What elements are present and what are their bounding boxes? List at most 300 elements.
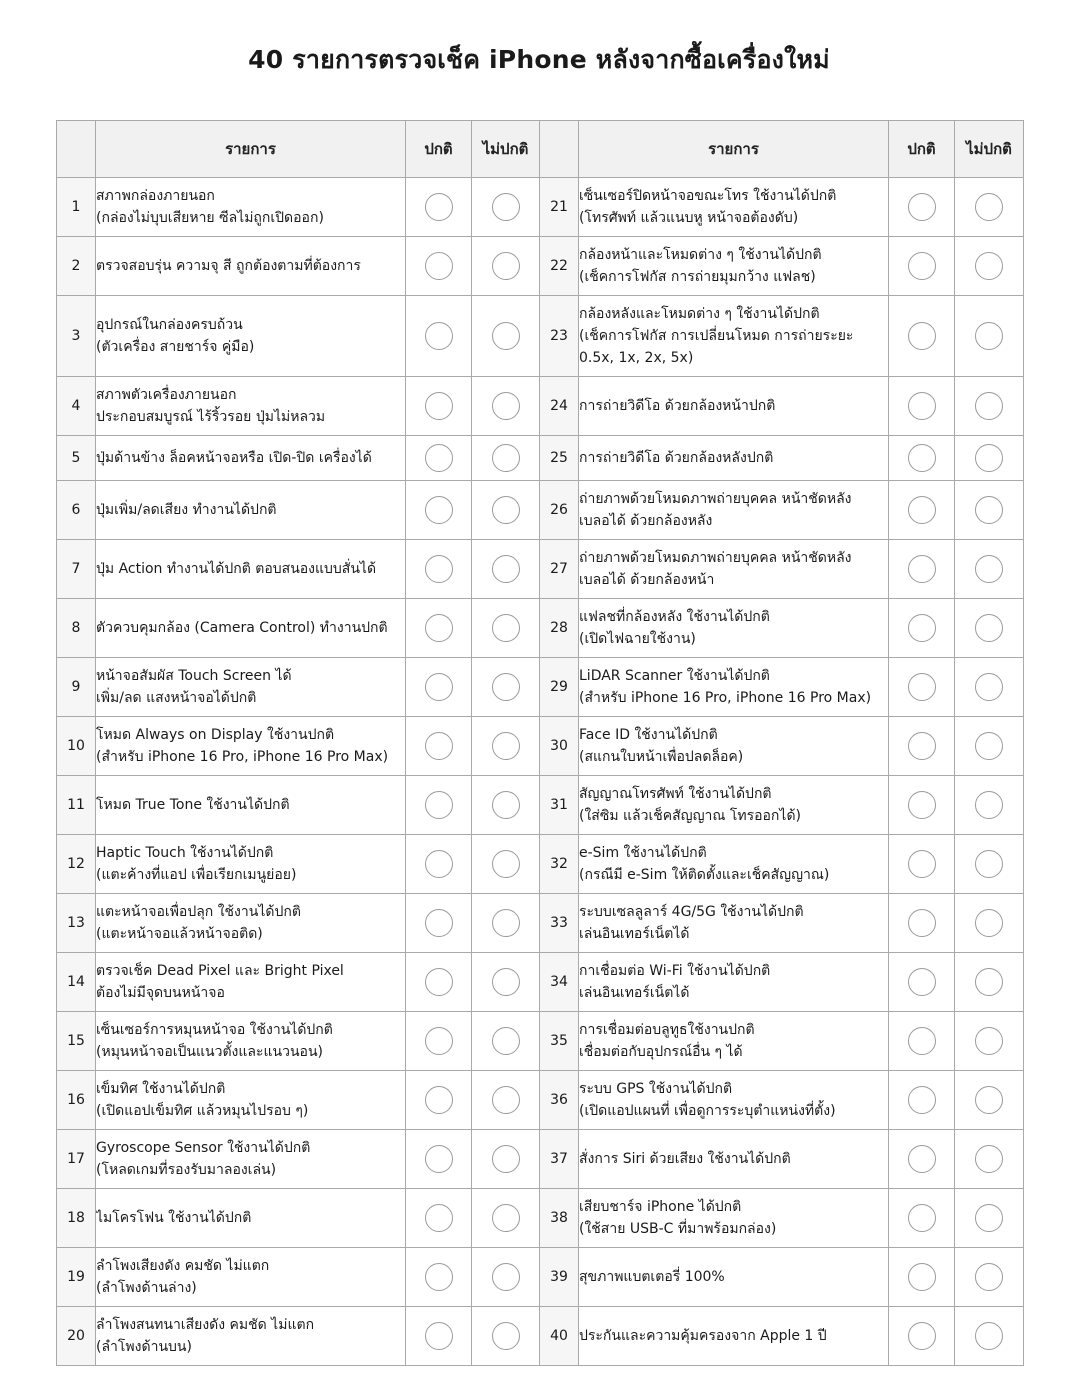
abnormal-checkbox[interactable] [975, 968, 1003, 996]
normal-checkbox[interactable] [425, 1145, 453, 1173]
normal-cell [406, 1012, 472, 1071]
item-line: ตรวจสอบรุ่น ความจุ สี ถูกต้องตามที่ต้องการ [96, 258, 361, 274]
normal-cell [406, 178, 472, 237]
item-line: เชื่อมต่อกับอุปกรณ์อื่น ๆ ได้ [579, 1044, 743, 1060]
table-row [57, 658, 1024, 717]
item-description [96, 1012, 406, 1071]
item-line: (ใส่ซิม แล้วเช็คสัญญาณ โทรออกได้) [579, 808, 801, 824]
item-description [96, 776, 406, 835]
item-line: (ลำโพงด้านล่าง) [96, 1280, 197, 1296]
abnormal-cell [472, 1189, 540, 1248]
abnormal-cell [472, 377, 540, 436]
item-number: 20 [57, 1307, 96, 1366]
normal-cell [406, 377, 472, 436]
normal-cell [406, 717, 472, 776]
normal-cell [406, 1248, 472, 1307]
item-description [579, 1248, 889, 1307]
abnormal-checkbox[interactable] [492, 1027, 520, 1055]
item-description [96, 894, 406, 953]
item-line: สภาพตัวเครื่องภายนอก [96, 387, 237, 403]
item-line: (กล่องไม่บุบเสียหาย ซีลไม่ถูกเปิดออก) [96, 210, 324, 226]
header-item-left: รายการ [96, 121, 406, 178]
item-description [579, 1189, 889, 1248]
item-line: เซ็นเซอร์การหมุนหน้าจอ ใช้งานได้ปกติ [96, 1022, 333, 1038]
item-description [96, 953, 406, 1012]
normal-checkbox[interactable] [908, 1145, 936, 1173]
item-description [579, 377, 889, 436]
abnormal-cell [955, 776, 1024, 835]
table-row [57, 296, 1024, 377]
table-row [57, 237, 1024, 296]
item-number: 7 [57, 540, 96, 599]
item-line: LiDAR Scanner ใช้งานได้ปกติ [579, 668, 770, 684]
abnormal-checkbox[interactable] [492, 322, 520, 350]
normal-checkbox[interactable] [425, 444, 453, 472]
abnormal-checkbox[interactable] [492, 444, 520, 472]
item-line: เข็มทิศ ใช้งานได้ปกติ [96, 1081, 226, 1097]
item-line: ประกอบสมบูรณ์ ไร้ริ้วรอย ปุ่มไม่หลวม [96, 409, 326, 425]
item-number: 19 [57, 1248, 96, 1307]
item-description [96, 717, 406, 776]
abnormal-checkbox[interactable] [492, 555, 520, 583]
abnormal-checkbox[interactable] [492, 1145, 520, 1173]
normal-cell [889, 296, 955, 377]
item-description [96, 1189, 406, 1248]
item-number: 34 [540, 953, 579, 1012]
normal-cell [406, 1071, 472, 1130]
normal-cell [406, 894, 472, 953]
normal-checkbox[interactable] [425, 1322, 453, 1350]
item-line: 0.5x, 1x, 2x, 5x) [579, 350, 694, 366]
item-number: 11 [57, 776, 96, 835]
item-line: เล่นอินเทอร์เน็ตได้ [579, 926, 690, 942]
item-number: 27 [540, 540, 579, 599]
normal-checkbox[interactable] [425, 322, 453, 350]
abnormal-cell [955, 540, 1024, 599]
item-number: 32 [540, 835, 579, 894]
abnormal-cell [955, 1248, 1024, 1307]
item-description [96, 377, 406, 436]
item-line: เบลอได้ ด้วยกล้องหน้า [579, 572, 715, 588]
item-number: 9 [57, 658, 96, 717]
header-num-right [540, 121, 579, 178]
normal-checkbox[interactable] [425, 1086, 453, 1114]
table-row [57, 1248, 1024, 1307]
abnormal-checkbox[interactable] [975, 555, 1003, 583]
item-line: เบลอได้ ด้วยกล้องหลัง [579, 513, 713, 529]
item-number: 29 [540, 658, 579, 717]
item-line: ไมโครโฟน ใช้งานได้ปกติ [96, 1210, 252, 1226]
abnormal-checkbox[interactable] [492, 614, 520, 642]
normal-cell [406, 1307, 472, 1366]
item-line: Face ID ใช้งานได้ปกติ [579, 727, 718, 743]
abnormal-cell [955, 296, 1024, 377]
item-number: 37 [540, 1130, 579, 1189]
normal-checkbox[interactable] [908, 392, 936, 420]
item-description [579, 835, 889, 894]
item-line: โหมด Always on Display ใช้งานปกติ [96, 727, 335, 743]
item-number: 1 [57, 178, 96, 237]
abnormal-checkbox[interactable] [975, 193, 1003, 221]
normal-checkbox[interactable] [908, 1086, 936, 1114]
item-line: (แตะค้างที่แอป เพื่อเรียกเมนูย่อย) [96, 867, 297, 883]
normal-cell [889, 894, 955, 953]
item-line: ปุ่มด้านข้าง ล็อคหน้าจอหรือ เปิด-ปิด เครื่องได้ [96, 450, 372, 466]
item-line: สภาพกล่องภายนอก [96, 188, 215, 204]
abnormal-cell [955, 835, 1024, 894]
table-row [57, 540, 1024, 599]
item-description [579, 1012, 889, 1071]
normal-checkbox[interactable] [908, 252, 936, 280]
abnormal-checkbox[interactable] [975, 496, 1003, 524]
normal-checkbox[interactable] [425, 968, 453, 996]
abnormal-checkbox[interactable] [492, 252, 520, 280]
normal-checkbox[interactable] [908, 322, 936, 350]
header-normal-left: ปกติ [406, 121, 472, 178]
item-line: การเชื่อมต่อบลูทูธใช้งานปกติ [579, 1022, 755, 1038]
abnormal-checkbox[interactable] [975, 444, 1003, 472]
header-abnormal-right: ไม่ปกติ [955, 121, 1024, 178]
normal-cell [406, 658, 472, 717]
normal-checkbox[interactable] [908, 614, 936, 642]
item-number: 31 [540, 776, 579, 835]
item-number: 33 [540, 894, 579, 953]
normal-cell [889, 481, 955, 540]
item-description [579, 953, 889, 1012]
normal-checkbox[interactable] [425, 614, 453, 642]
normal-checkbox[interactable] [908, 850, 936, 878]
item-number: 2 [57, 237, 96, 296]
abnormal-checkbox[interactable] [492, 850, 520, 878]
normal-cell [889, 658, 955, 717]
header-normal-right: ปกติ [889, 121, 955, 178]
abnormal-checkbox[interactable] [975, 614, 1003, 642]
item-number: 24 [540, 377, 579, 436]
abnormal-cell [472, 178, 540, 237]
item-description [579, 1307, 889, 1366]
normal-checkbox[interactable] [425, 252, 453, 280]
item-line: ตัวควบคุมกล้อง (Camera Control) ทำงานปกติ [96, 620, 388, 636]
item-number: 3 [57, 296, 96, 377]
item-line: แฟลชที่กล้องหลัง ใช้งานได้ปกติ [579, 609, 770, 625]
item-description [579, 599, 889, 658]
item-description [579, 658, 889, 717]
normal-checkbox[interactable] [908, 444, 936, 472]
abnormal-cell [955, 894, 1024, 953]
abnormal-checkbox[interactable] [492, 392, 520, 420]
item-line: (สำหรับ iPhone 16 Pro, iPhone 16 Pro Max) [579, 690, 872, 706]
abnormal-cell [472, 1071, 540, 1130]
normal-cell [889, 377, 955, 436]
abnormal-checkbox[interactable] [975, 252, 1003, 280]
item-line: ถ่ายภาพด้วยโหมดภาพถ่ายบุคคล หน้าชัดหลัง [579, 550, 852, 566]
item-line: Gyroscope Sensor ใช้งานได้ปกติ [96, 1140, 311, 1156]
item-number: 26 [540, 481, 579, 540]
item-description [579, 436, 889, 481]
normal-cell [406, 1130, 472, 1189]
table-row [57, 599, 1024, 658]
abnormal-cell [472, 436, 540, 481]
abnormal-cell [472, 599, 540, 658]
abnormal-checkbox[interactable] [975, 1027, 1003, 1055]
abnormal-cell [472, 894, 540, 953]
item-line: ปุ่มเพิ่ม/ลดเสียง ทำงานได้ปกติ [96, 502, 277, 518]
item-line: ประกันและความคุ้มครองจาก Apple 1 ปี [579, 1328, 827, 1344]
item-line: (หมุนหน้าจอเป็นแนวตั้งและแนวนอน) [96, 1044, 323, 1060]
normal-cell [889, 178, 955, 237]
normal-checkbox[interactable] [425, 791, 453, 819]
item-description [579, 717, 889, 776]
table-row [57, 1189, 1024, 1248]
item-line: อุปกรณ์ในกล่องครบถ้วน [96, 317, 243, 333]
abnormal-cell [472, 658, 540, 717]
normal-cell [889, 1248, 955, 1307]
abnormal-checkbox[interactable] [975, 673, 1003, 701]
item-number: 16 [57, 1071, 96, 1130]
table-row [57, 835, 1024, 894]
item-line: Haptic Touch ใช้งานได้ปกติ [96, 845, 274, 861]
table-row [57, 1071, 1024, 1130]
item-line: ระบบเซลลูลาร์ 4G/5G ใช้งานได้ปกติ [579, 904, 804, 920]
abnormal-checkbox[interactable] [492, 673, 520, 701]
normal-cell [406, 436, 472, 481]
item-line: สุขภาพแบตเตอรี่ 100% [579, 1269, 725, 1285]
abnormal-cell [472, 1012, 540, 1071]
abnormal-checkbox[interactable] [975, 850, 1003, 878]
item-number: 14 [57, 953, 96, 1012]
page-title: 40 รายการตรวจเช็ค iPhone หลังจากซื้อเครื่องใหม่ [248, 45, 830, 74]
normal-cell [889, 599, 955, 658]
item-line: (ตัวเครื่อง สายชาร์จ คู่มือ) [96, 339, 255, 355]
abnormal-cell [472, 296, 540, 377]
abnormal-checkbox[interactable] [492, 909, 520, 937]
normal-cell [406, 776, 472, 835]
abnormal-checkbox[interactable] [975, 1145, 1003, 1173]
item-description [579, 237, 889, 296]
item-line: ต้องไม่มีจุดบนหน้าจอ [96, 985, 225, 1001]
abnormal-cell [955, 1071, 1024, 1130]
abnormal-checkbox[interactable] [492, 732, 520, 760]
abnormal-checkbox[interactable] [975, 1086, 1003, 1114]
item-description [96, 1130, 406, 1189]
item-line: โหมด True Tone ใช้งานได้ปกติ [96, 797, 290, 813]
item-description [96, 835, 406, 894]
abnormal-checkbox[interactable] [492, 791, 520, 819]
normal-cell [406, 835, 472, 894]
normal-cell [889, 1071, 955, 1130]
item-line: การถ่ายวิดีโอ ด้วยกล้องหน้าปกติ [579, 398, 776, 414]
item-description [96, 481, 406, 540]
abnormal-checkbox[interactable] [975, 1322, 1003, 1350]
item-line: ลำโพงสนทนาเสียงดัง คมชัด ไม่แตก [96, 1317, 315, 1333]
abnormal-checkbox[interactable] [492, 1086, 520, 1114]
item-number: 12 [57, 835, 96, 894]
normal-cell [889, 1307, 955, 1366]
table-row [57, 1307, 1024, 1366]
normal-checkbox[interactable] [908, 1322, 936, 1350]
normal-checkbox[interactable] [908, 909, 936, 937]
item-number: 10 [57, 717, 96, 776]
abnormal-checkbox[interactable] [975, 1204, 1003, 1232]
normal-checkbox[interactable] [425, 1027, 453, 1055]
item-description [96, 436, 406, 481]
normal-cell [406, 953, 472, 1012]
item-line: (ลำโพงด้านบน) [96, 1339, 192, 1355]
abnormal-checkbox[interactable] [492, 1263, 520, 1291]
item-number: 40 [540, 1307, 579, 1366]
normal-cell [889, 953, 955, 1012]
normal-checkbox[interactable] [908, 968, 936, 996]
normal-checkbox[interactable] [908, 193, 936, 221]
normal-cell [889, 540, 955, 599]
normal-checkbox[interactable] [425, 1204, 453, 1232]
normal-checkbox[interactable] [425, 496, 453, 524]
item-description [579, 776, 889, 835]
table-row [57, 776, 1024, 835]
abnormal-cell [472, 717, 540, 776]
normal-checkbox[interactable] [425, 909, 453, 937]
table-row [57, 377, 1024, 436]
item-number: 36 [540, 1071, 579, 1130]
item-line: สัญญาณโทรศัพท์ ใช้งานได้ปกติ [579, 786, 772, 802]
item-line: (สแกนใบหน้าเพื่อปลดล็อค) [579, 749, 744, 765]
table-row [57, 1130, 1024, 1189]
item-description [96, 1307, 406, 1366]
normal-checkbox[interactable] [425, 1263, 453, 1291]
normal-checkbox[interactable] [425, 193, 453, 221]
abnormal-cell [955, 1012, 1024, 1071]
normal-checkbox[interactable] [908, 1204, 936, 1232]
item-number: 13 [57, 894, 96, 953]
normal-checkbox[interactable] [908, 555, 936, 583]
item-number: 35 [540, 1012, 579, 1071]
item-description [96, 1071, 406, 1130]
abnormal-checkbox[interactable] [492, 496, 520, 524]
abnormal-checkbox[interactable] [975, 1263, 1003, 1291]
normal-checkbox[interactable] [908, 1027, 936, 1055]
table-row [57, 894, 1024, 953]
normal-cell [889, 237, 955, 296]
abnormal-cell [472, 540, 540, 599]
item-description [96, 237, 406, 296]
item-line: การถ่ายวิดีโอ ด้วยกล้องหลังปกติ [579, 450, 774, 466]
abnormal-cell [472, 1130, 540, 1189]
item-description [96, 1248, 406, 1307]
table-row [57, 481, 1024, 540]
item-line: e-Sim ใช้งานได้ปกติ [579, 845, 707, 861]
normal-cell [889, 1189, 955, 1248]
normal-cell [406, 1189, 472, 1248]
normal-checkbox[interactable] [425, 850, 453, 878]
abnormal-cell [472, 1307, 540, 1366]
normal-cell [406, 481, 472, 540]
item-number: 28 [540, 599, 579, 658]
abnormal-cell [472, 835, 540, 894]
normal-checkbox[interactable] [908, 673, 936, 701]
item-description [579, 1071, 889, 1130]
item-line: หน้าจอสัมผัส Touch Screen ได้ [96, 668, 292, 684]
abnormal-checkbox[interactable] [975, 322, 1003, 350]
abnormal-cell [955, 237, 1024, 296]
normal-checkbox[interactable] [425, 673, 453, 701]
item-description [579, 178, 889, 237]
normal-cell [406, 540, 472, 599]
item-number: 17 [57, 1130, 96, 1189]
abnormal-checkbox[interactable] [975, 732, 1003, 760]
item-number: 18 [57, 1189, 96, 1248]
item-line: (โทรศัพท์ แล้วแนบหู หน้าจอต้องดับ) [579, 210, 799, 226]
normal-cell [889, 1012, 955, 1071]
item-line: (กรณีมี e-Sim ให้ติดตั้งและเช็คสัญญาณ) [579, 867, 830, 883]
table-row [57, 717, 1024, 776]
item-line: สั่งการ Siri ด้วยเสียง ใช้งานได้ปกติ [579, 1151, 791, 1167]
abnormal-cell [472, 776, 540, 835]
abnormal-checkbox[interactable] [975, 909, 1003, 937]
item-line: ระบบ GPS ใช้งานได้ปกติ [579, 1081, 733, 1097]
item-line: (สำหรับ iPhone 16 Pro, iPhone 16 Pro Max) [96, 749, 389, 765]
item-number: 8 [57, 599, 96, 658]
normal-checkbox[interactable] [908, 496, 936, 524]
item-description [579, 894, 889, 953]
normal-cell [889, 717, 955, 776]
header-item-right: รายการ [579, 121, 889, 178]
abnormal-cell [955, 1130, 1024, 1189]
item-description [96, 178, 406, 237]
abnormal-cell [955, 436, 1024, 481]
abnormal-checkbox[interactable] [975, 791, 1003, 819]
abnormal-checkbox[interactable] [492, 193, 520, 221]
normal-cell [406, 599, 472, 658]
abnormal-cell [955, 1307, 1024, 1366]
normal-checkbox[interactable] [425, 392, 453, 420]
normal-checkbox[interactable] [908, 732, 936, 760]
table-row [57, 436, 1024, 481]
item-line: (เปิดไฟฉายใช้งาน) [579, 631, 696, 647]
abnormal-checkbox[interactable] [975, 392, 1003, 420]
table-row [57, 953, 1024, 1012]
item-description [96, 599, 406, 658]
normal-cell [889, 776, 955, 835]
item-number: 6 [57, 481, 96, 540]
item-line: (เปิดแอปแผนที่ เพื่อดูการระบุตำแหน่งที่ตั้ง) [579, 1103, 836, 1119]
abnormal-checkbox[interactable] [492, 1204, 520, 1232]
item-number: 25 [540, 436, 579, 481]
item-line: เพิ่ม/ลด แสงหน้าจอได้ปกติ [96, 690, 257, 706]
normal-checkbox[interactable] [425, 732, 453, 760]
normal-checkbox[interactable] [425, 555, 453, 583]
item-line: ถ่ายภาพด้วยโหมดภาพถ่ายบุคคล หน้าชัดหลัง [579, 491, 852, 507]
abnormal-cell [472, 953, 540, 1012]
item-description [579, 1130, 889, 1189]
item-line: (เช็คการโฟกัส การถ่ายมุมกว้าง แฟลช) [579, 269, 816, 285]
normal-checkbox[interactable] [908, 791, 936, 819]
abnormal-checkbox[interactable] [492, 1322, 520, 1350]
item-description [579, 296, 889, 377]
item-line: เสียบชาร์จ iPhone ได้ปกติ [579, 1199, 742, 1215]
normal-checkbox[interactable] [908, 1263, 936, 1291]
item-number: 4 [57, 377, 96, 436]
item-number: 15 [57, 1012, 96, 1071]
normal-cell [889, 835, 955, 894]
item-line: กล้องหน้าและโหมดต่าง ๆ ใช้งานได้ปกติ [579, 247, 822, 263]
item-description [96, 658, 406, 717]
item-description [579, 540, 889, 599]
item-line: กาเชื่อมต่อ Wi-Fi ใช้งานได้ปกติ [579, 963, 771, 979]
item-number: 22 [540, 237, 579, 296]
item-description [579, 481, 889, 540]
abnormal-checkbox[interactable] [492, 968, 520, 996]
normal-cell [406, 237, 472, 296]
